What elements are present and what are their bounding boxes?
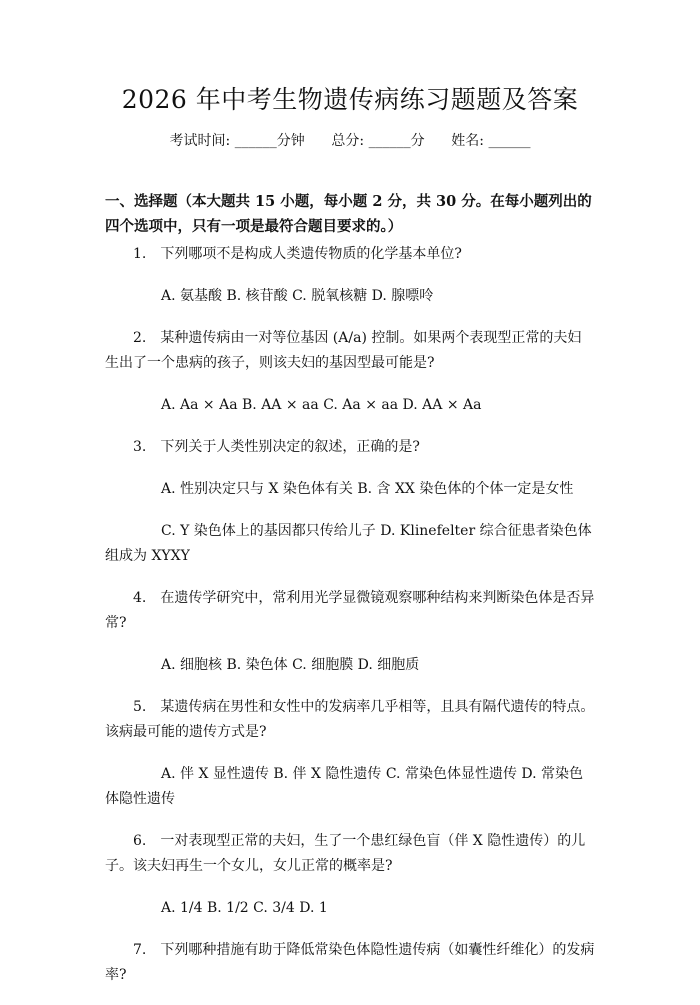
question-stem: 1. 下列哪项不是构成人类遗传物质的化学基本单位? — [133, 246, 462, 262]
question-stem: 6. 一对表现型正常的夫妇，生了一个患红绿色盲（伴 X 隐性遗传）的儿子。该夫妇再生一个女儿，女儿正常的概率是? — [105, 833, 586, 874]
question-4 — [105, 586, 595, 678]
question-stem: 2. 某种遗传病由一对等位基因 (A/a) 控制。如果两个表现型正常的夫妇生出了一个患病的孩子，则该夫妇的基因型最可能是? — [105, 330, 582, 371]
question-options: A. 性别决定只与 X 染色体有关 B. 含 XX 染色体的个体一定是女性 — [161, 481, 574, 497]
question-stem: 3. 下列关于人类性别决定的叙述，正确的是? — [133, 439, 420, 455]
question-7 — [105, 938, 595, 988]
question-stem: 5. 某遗传病在男性和女性中的发病率几乎相等，且具有隔代遗传的特点。该病最可能的遗传方式是? — [105, 699, 595, 740]
exam-meta-line: 考试时间: ______分钟 总分: ______分 姓名: ______ — [169, 133, 531, 149]
question-3 — [105, 435, 595, 569]
section-heading: 一、选择题（本大题共 15 小题，每小题 2 分，共 30 分。在每小题列出的四个选项中，只有一项是最符合题目要求的。） — [105, 193, 592, 235]
question-1 — [105, 242, 595, 309]
question-list — [105, 242, 595, 1005]
question-5 — [105, 695, 595, 812]
question-options: A. 氨基酸 B. 核苷酸 C. 脱氧核糖 D. 腺嘌呤 — [161, 288, 434, 304]
question-options: A. 1/4 B. 1/2 C. 3/4 D. 1 — [161, 900, 328, 916]
question-options: A. 伴 X 显性遗传 B. 伴 X 隐性遗传 C. 常染色体显性遗传 D. 常染色体隐性遗传 — [105, 766, 584, 807]
question-options: A. Aa × Aa B. AA × aa C. Aa × aa D. AA × Aa — [161, 397, 482, 413]
question-2 — [105, 326, 595, 418]
page-title: 2026 年中考生物遗传病练习题题及答案 — [121, 85, 579, 114]
question-options: C. Y 染色体上的基因都只传给儿子 D. Klinefelter 综合征患者染色体组成为 XYXY — [105, 523, 592, 564]
question-stem: 7. 下列哪种措施有助于降低常染色体隐性遗传病（如囊性纤维化）的发病率? — [105, 942, 595, 983]
question-options: A. 细胞核 B. 染色体 C. 细胞膜 D. 细胞质 — [161, 657, 420, 673]
question-stem: 4. 在遗传学研究中，常利用光学显微镜观察哪种结构来判断染色体是否异常? — [105, 590, 595, 631]
question-6 — [105, 829, 595, 921]
